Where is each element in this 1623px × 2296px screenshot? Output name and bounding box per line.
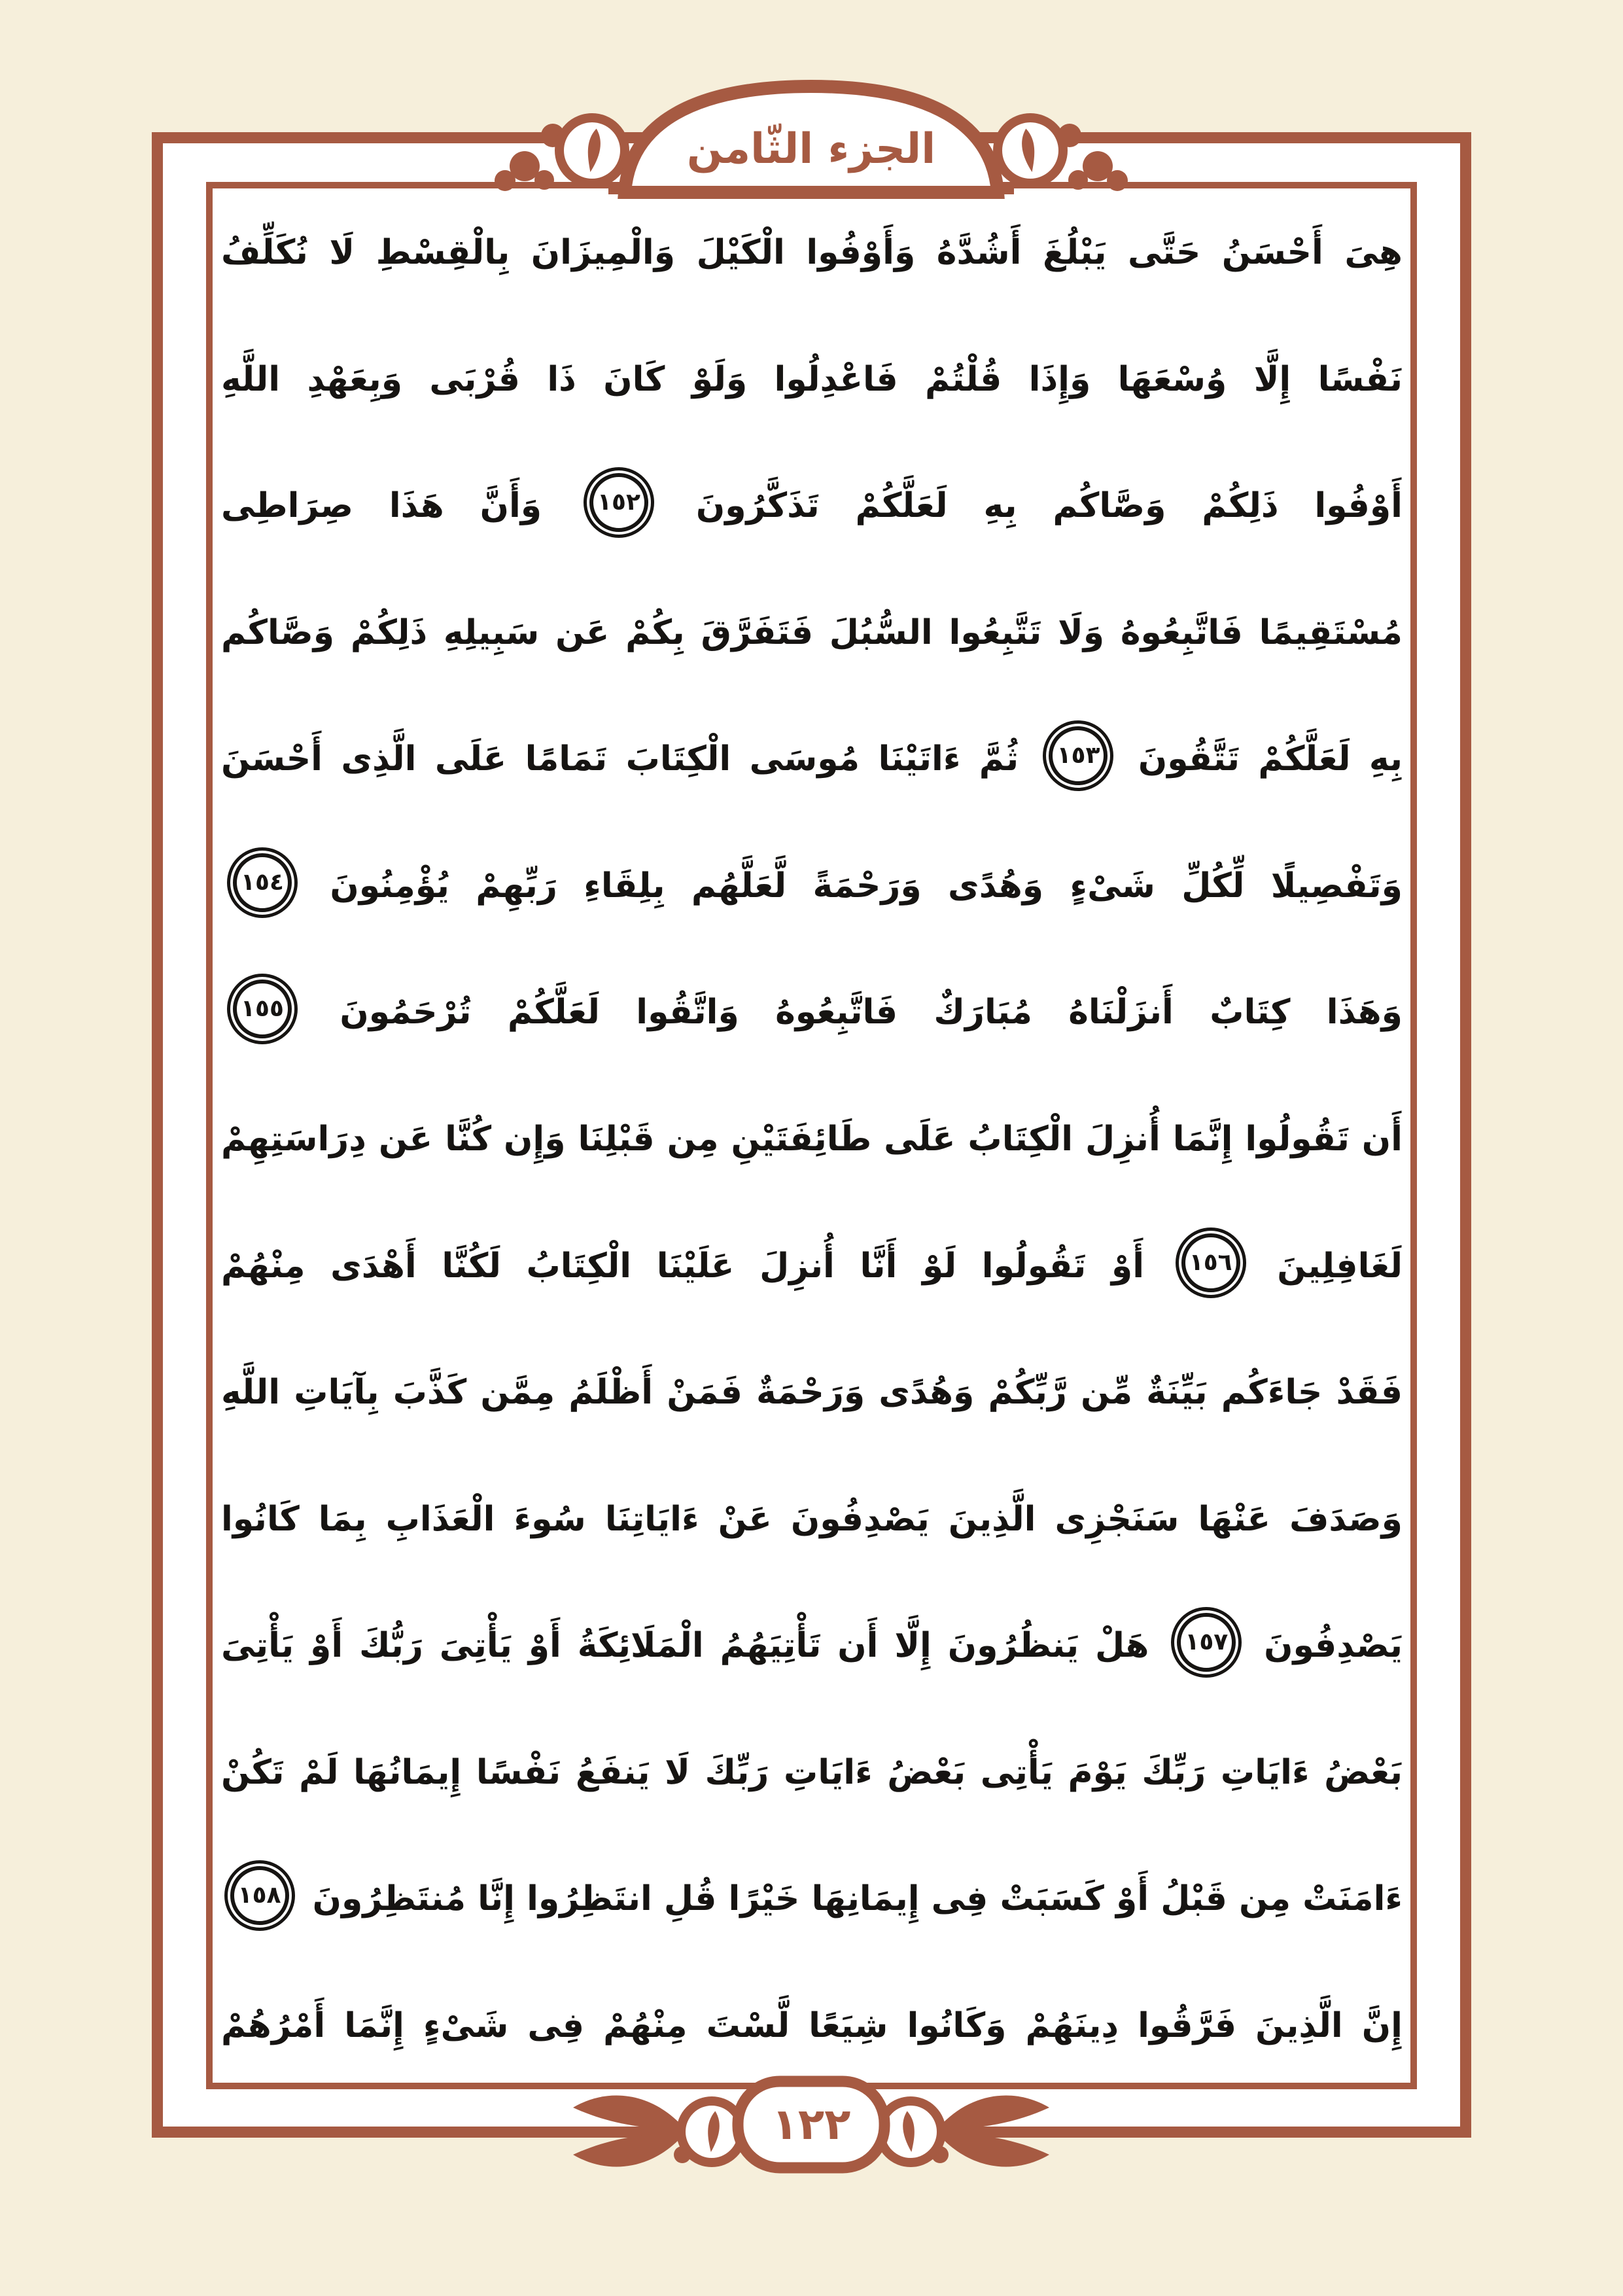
ayah-marker: ١٥٥ (233, 980, 292, 1038)
quran-text-block (221, 211, 1403, 2068)
quran-line: وَتَفْصِيلًا لِّكُلِّ شَىْءٍ وَهُدًى وَرَحْمَةً لَّعَلَّهُم بِلِقَاءِ رَبِّهِمْ يُؤْمِنُونَ ١٥٤ (221, 844, 1403, 928)
juz-title: الجزء الثّامن (686, 125, 936, 173)
quran-line: أَن تَقُولُوا إِنَّمَا أُنزِلَ الْكِتَابُ عَلَى طَائِفَتَيْنِ مِن قَبْلِنَا وَإِن كُنَّا عَن دِرَاسَتِهِمْ (221, 1119, 1403, 1159)
ayah-marker: ١٥٢ (589, 473, 648, 532)
quran-line: بَعْضُ ءَايَاتِ رَبِّكَ يَوْمَ يَأْتِى بَعْضُ ءَايَاتِ رَبِّكَ لَا يَنفَعُ نَفْسًا إِيمَانُهَا لَمْ تَكُنْ (221, 1752, 1403, 1792)
quran-line: إِنَّ الَّذِينَ فَرَّقُوا دِينَهُمْ وَكَانُوا شِيَعًا لَّسْتَ مِنْهُمْ فِى شَىْءٍ إِنَّمَا أَمْرُهُمْ (221, 2005, 1403, 2045)
quran-line: لَغَافِلِينَ ١٥٦ أَوْ تَقُولُوا لَوْ أَنَّا أُنزِلَ عَلَيْنَا الْكِتَابُ لَكُنَّا أَهْدَى مِنْهُمْ (221, 1224, 1403, 1308)
ayah-marker: ١٥٧ (1177, 1613, 1236, 1672)
wing-leaf-icon (573, 2096, 691, 2167)
ayah-marker: ١٥٨ (230, 1866, 289, 1925)
ayah-marker: ١٥٤ (233, 853, 292, 912)
quran-line: يَصْدِفُونَ ١٥٧ هَلْ يَنظُرُونَ إِلَّا أَن تَأْتِيَهُمُ الْمَلَائِكَةُ أَوْ يَأْتِىَ رَبُّكَ أَوْ يَأْتِىَ (221, 1604, 1403, 1687)
quran-line: أَوْفُوا ذَلِكُمْ وَصَّاكُم بِهِ لَعَلَّكُمْ تَذَكَّرُونَ ١٥٢ وَأَنَّ هَذَا صِرَاطِى (221, 464, 1403, 548)
quran-line: بِهِ لَعَلَّكُمْ تَتَّقُونَ ١٥٣ ثُمَّ ءَاتَيْنَا مُوسَى الْكِتَابَ تَمَامًا عَلَى الَّذِى أَحْسَنَ (221, 717, 1403, 801)
ayah-marker: ١٥٦ (1181, 1233, 1240, 1292)
quran-line: وَهَذَا كِتَابٌ أَنزَلْنَاهُ مُبَارَكٌ فَاتَّبِعُوهُ وَاتَّقُوا لَعَلَّكُمْ تُرْحَمُونَ ١٥٥ (221, 970, 1403, 1054)
ayah-marker: ١٥٣ (1049, 726, 1108, 785)
page-number: ١٢٢ (771, 2098, 851, 2149)
quran-line: نَفْسًا إِلَّا وُسْعَهَا وَإِذَا قُلْتُمْ فَاعْدِلُوا وَلَوْ كَانَ ذَا قُرْبَى وَبِعَهْدِ اللَّهِ (221, 359, 1403, 399)
quran-line: ءَامَنَتْ مِن قَبْلُ أَوْ كَسَبَتْ فِى إِيمَانِهَا خَيْرًا قُلِ انتَظِرُوا إِنَّا مُنتَظِرُونَ ١٥٨ (221, 1857, 1403, 1941)
quran-line: مُسْتَقِيمًا فَاتَّبِعُوهُ وَلَا تَتَّبِعُوا السُّبُلَ فَتَفَرَّقَ بِكُمْ عَن سَبِيلِهِ ذَلِكُمْ وَصَّاكُم (221, 612, 1403, 652)
quran-line: وَصَدَفَ عَنْهَا سَنَجْزِى الَّذِينَ يَصْدِفُونَ عَنْ ءَايَاتِنَا سُوءَ الْعَذَابِ بِمَا كَانُوا (221, 1499, 1403, 1539)
quran-line: هِىَ أَحْسَنُ حَتَّى يَبْلُغَ أَشُدَّهُ وَأَوْفُوا الْكَيْلَ وَالْمِيزَانَ بِالْقِسْطِ لَا نُكَلِّفُ (221, 233, 1403, 272)
quran-line: فَقَدْ جَاءَكُم بَيِّنَةٌ مِّن رَّبِّكُمْ وَهُدًى وَرَحْمَةٌ فَمَنْ أَظْلَمُ مِمَّن كَذَّبَ بِآيَاتِ اللَّهِ (221, 1373, 1403, 1413)
wing-leaf-icon (932, 2096, 1049, 2167)
